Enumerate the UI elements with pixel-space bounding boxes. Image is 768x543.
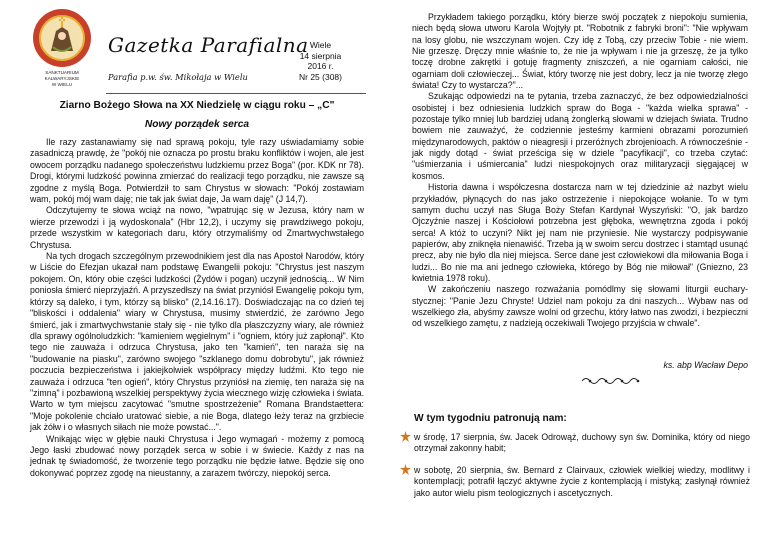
star-bullet-icon	[400, 464, 411, 475]
patron-text: w środę, 17 sierpnia, św. Jacek Odrowąż, duchowy syn św. Dominika, który od niego otrzymał zakonny habit;	[414, 432, 750, 454]
issue-info	[283, 40, 358, 82]
article-paragraph: Historia dawna i współczesna dostarcza nam w tej dziedzinie aż nazbyt wielu przykładów, płynących do nas jako ostrzeżenie i niepokojące wołanie. To w tym samym duchu uczył nas Sługa Boży Stefan Kardynał Wyszyński: "O, jak bardzo Ojczyźnie naszej i Kościołowi potrzebna jest głęboka, wewnętrzna zgoda i pokój serca! A któż to uczyni? Nikt jej nam nie przyniesie. Nie wystarczy podpisywanie papierów, aby zniknęła nienawiść. Trzeba ją w swoim sercu dostrzec i stamtąd usunąć precz, aby nie było dla niej miejsca. Serce dane jest człowiekowi dla miłowania Boga i ludzi... Bo nie ma ani jednego człowieka, którego by Bóg nie miłował" (Gniezno, 23 kwietnia 1978 roku).	[412, 182, 748, 283]
article-subheading: Nowy porządek serca	[144, 119, 250, 130]
decorative-divider-icon	[580, 376, 640, 386]
article-paragraph: Na tych drogach szczególnym przewodnikiem jest dla nas Apostoł Narodów, który w Liście do Efezjan ukazał nam podstawę Ewangelii pokoju: "Chrystus jest naszym pokojem. On, który obie części ludzkości (Żydów i pogan) uczynił jednością... W Nim poniosła śmierć nieprzyjaźń. A przyszedłszy na świat przyniósł Ewangelię pokoju tym, którzy są daleko, i tym, którzy są blisko" (2,14.16.17). Doświadczając na co dzień tej "bliskości i oddalenia" wiary w Chrystusa, musimy stwierdzić, że zarówno Jego śmierć, jak i zmartwychwstanie stały się - nie tylko dla płaszczyzny wiary, ale również dla sprawy ogólnoludzkich: "kamieniem węgielnym" i "ogniem, który już zapłonął". Kto tego nie zauważa i odrzuca Chrystusa, jako ten "kamień", ten naraża się na "budowanie na piasku", zarówno swojego "szklanego domu dobrobytu", jak również poczucia bezpieczeństwa i jakiejkolwiek współpracy między ludźmi. Kto tego nie zauważa i odrzuca "ten ogień", który Chrystus przyniósł na ziemię, ten naraża się na "zimną" i pozbawioną wszelkiej perspektywy życia wiecznego wizję człowieka i świata. Warto w tym miejscu zacytować "smutne spostrzeżenie" Romana Brandstaettera: "Moje pokolenie chciało uratować siebie, a nie Boga, dlatego łeży teraz na grzbiecie jak żółw i o własnych siłach nie może powstać...".	[30, 251, 364, 433]
article-paragraph: Przykładem takiego porządku, który bierze swój początek z niepokoju sumienia, niech będą słowa utworu Karola Wojtyły pt. "Robotnik z fabryki broni": "Nie wpływam na losy globu, nie wszczynam wojen. Czy idę z Tobą, czy przeciw Tobie - nie wiem. Nie grzeszę. Dręczy mnie właśnie to, że nie ja wpływam i nie ja grzeszę, że ja tylko toczę drobne zakrętki i gotuję fragmenty zniszczeń, a nie ogarniam całości, nie ogarniam doli człowieczej... Świat, który tworzę nie jest dobry, lecz ja nie tworzę złego świata! Czy to wystarcza?"...	[412, 12, 748, 91]
svg-text:SANKTUARIUM: SANKTUARIUM	[45, 70, 79, 75]
article-body	[30, 137, 364, 479]
patrons-list	[400, 432, 750, 509]
list-item	[400, 465, 750, 499]
svg-text:KALWARYJSKIE: KALWARYJSKIE	[44, 76, 80, 81]
list-item	[400, 432, 750, 455]
star-bullet-icon	[400, 431, 411, 442]
parish-name: Parafia p.w. św. Mikołaja w Wielu	[108, 72, 248, 82]
article-paragraph: Szukając odpowiedzi na te pytania, trzeba zaznaczyć, że bez odpowiedzialności osobistej i bez odniesienia ludzkich spraw do Boga - "każda wielka sprawa" - pozostaje tylko mniej lub bardziej udaną żonglerką słowami w dziejach świata. Trudno bowiem nie zauważyć, że codziennie jesteśmy karmieni obrazami porozumień międzynarodowych, paktów o nieagresji i przeróżnych zbrojenioach. A równocześnie - jak nigdy dotąd - świat prześciga się w dziele "pacyfikacji", co trzeba czytać: "uśmierzania i uśmiercania" ludzi niespokojnych oraz militaryzacji sięgającej w kosmos.	[412, 91, 748, 181]
issue-place: Wiele	[309, 40, 332, 50]
issue-date: 14 sierpnia	[299, 50, 342, 61]
patrons-heading: W tym tygodniu patronują nam:	[414, 413, 567, 424]
article-paragraph: Wnikając więc w głębie nauki Chrystusa i Jego wymagań - możemy z pomocą Jego łaski zbudować nowy porządek serca w sobie i w świecie. Każdy z nas na jednak tę świadomość, że tworzenie tego porządku nie będzie łatwe. Będzie się ono dokonywać poprzez zgodę na nieustanny, a zarazem twórczy, niepokój serca.	[30, 433, 364, 478]
patron-text: w sobotę, 20 sierpnia, św. Bernard z Clairvaux, człowiek wielkiej wiedzy, modlitwy i kontemplacji; potrafił łączyć aktywne życie z kontemplacją i mistyką; zasłynął również jako autor wielu pism teologicznych i ascetycznych.	[414, 464, 750, 498]
article-heading: Ziarno Bożego Słowa na XX Niedzielę w ciągu roku – „C"	[59, 100, 335, 111]
article-paragraph: W zakończeniu naszego rozważania pomódlmy się słowami liturgii eucharystycznej: "Panie Jezu Chryste! Udziel nam pokoju za dni naszych... Wybaw nas od wszelkiego zła, abyśmy zawsze wolni od grzechu, który łatwo nas zwodzi, i bezpieczni od wszelkiego zamętu, z nadzieją oczekiwali Twojego przyjścia w chwale".	[412, 284, 748, 329]
svg-text:W WIELU: W WIELU	[51, 82, 73, 87]
issue-number: Nr 25 (308)	[299, 71, 342, 82]
issue-year: 2016 r.	[307, 61, 334, 71]
newsletter-title: Gazetka Parafialna	[108, 33, 309, 57]
article-paragraph: Ile razy zastanawiamy się nad sprawą pokoju, tyle razy uświadamiamy sobie zasadniczą prawdę, że "pokój nie oznacza po prostu braku konfliktów i wojen, ale jest owocem porządku nadanego społeczeństwu ludzkiemu przez Boga" (por. KDK nr 78). Drogi, którymi ludzkość powinna zmierzać do realizacji tego porządku, nie zawsze są zgodne z myślą Boga. Potwierdził to sam Chrystus w słowach: "Pokój zostawiam wam, pokój mój wam daję; nie tak jak świat daje, Ja wam daję" (J 14,7).	[30, 137, 364, 205]
parish-logo	[29, 7, 95, 91]
article-paragraph: Odczytujemy te słowa wciąż na nowo, "wpatrując się w Jezusa, który nam w wierze przewodzi i ją wydoskonala" (Hbr 12,2), i uczymy się prawdziwego pokoju, przede wszystkim w kategoriach daru, który otrzymaliśmy od Zmartwychwstałego Chrystusa.	[30, 205, 364, 250]
article-continuation	[412, 12, 748, 330]
masthead-divider	[106, 93, 366, 94]
author-signature: ks. abp Wacław Depo	[663, 360, 748, 370]
